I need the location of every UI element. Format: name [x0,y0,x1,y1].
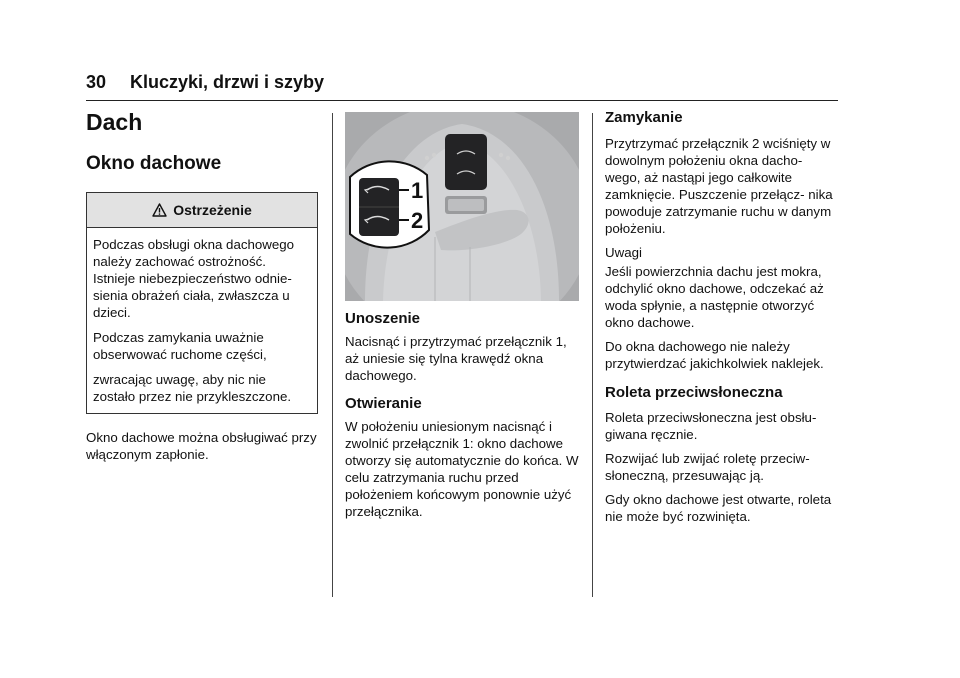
section-subtitle: Okno dachowe [86,153,222,174]
warning-paragraph: Podczas obsługi okna dachowego należy zachować ostrożność. Istnieje niebezpieczeństwo odnie- sienia obrażeń ciała, zwłaszcza u dzieci. [93,237,295,320]
body-paragraph: W położeniu uniesionym nacisnąć i zwolnić przełącznik 1: okno dachowe otworzy się automatycznie do końca. W celu zatrzymania ruchu przed położeniem końcowym ponownie użyć przełącznika. [345,419,579,519]
column-divider-right [592,113,593,597]
body-paragraph: Okno dachowe można obsługiwać przy włączonym zapłonie. [86,430,317,462]
body-paragraph: Do okna dachowego nie należy przytwierdzać jakichkolwiek naklejek. [605,339,824,371]
body-paragraph: Roleta przeciwsłoneczna jest obsłu- giwana ręcznie. [605,410,817,442]
page-number: 30 [86,72,107,92]
body-paragraph: Nacisnąć i przytrzymać przełącznik 1, aż uniesie się tylna krawędź okna dachowego. [345,334,567,383]
heading-zamykanie: Zamykanie [605,109,683,126]
body-paragraph: Jeśli powierzchnia dachu jest mokra, odchylić okno dachowe, odczekać aż woda spłynie, a następnie otworzyć okno dachowe. [605,264,824,330]
column-2 [345,108,579,520]
figure-label-1: 1 [411,178,424,203]
column-3 [605,108,841,525]
warning-header [87,193,317,228]
column-1 [86,108,318,463]
body-paragraph: Rozwijać lub zwijać roletę przeciw- słoneczną, przesuwając ją. [605,451,810,483]
heading-unoszenie: Unoszenie [345,310,421,327]
section-title: Dach [86,109,143,135]
figure-label-2: 2 [411,208,424,233]
warning-paragraph: zwracając uwagę, aby nic nie zostało przez nie przykleszczone. [93,372,292,404]
column-divider-left [332,113,333,597]
body-paragraph: Gdy okno dachowe jest otwarte, roleta nie może być rozwinięta. [605,492,832,524]
running-title: Kluczyki, drzwi i szyby [130,72,325,92]
warning-triangle-icon [152,203,167,217]
warning-body [87,228,317,413]
warning-box [86,192,318,414]
warning-paragraph: Podczas zamykania uważnie obserwować ruchome części, [93,330,267,362]
body-paragraph: Przytrzymać przełącznik 2 wciśnięty w dowolnym położeniu okna dacho- wego, aż nastąpi jego całkowite zamknięcie. Puszczenie przełącz- nika powoduje zatrzymanie ruchu w danym położeniu. [605,136,833,236]
page-header [86,70,838,101]
notes-label: Uwagi [605,245,642,260]
sunroof-switch-figure [345,112,579,301]
heading-otwieranie: Otwieranie [345,395,422,412]
warning-title: Ostrzeżenie [173,202,252,218]
heading-roleta: Roleta przeciwsłoneczna [605,384,783,401]
